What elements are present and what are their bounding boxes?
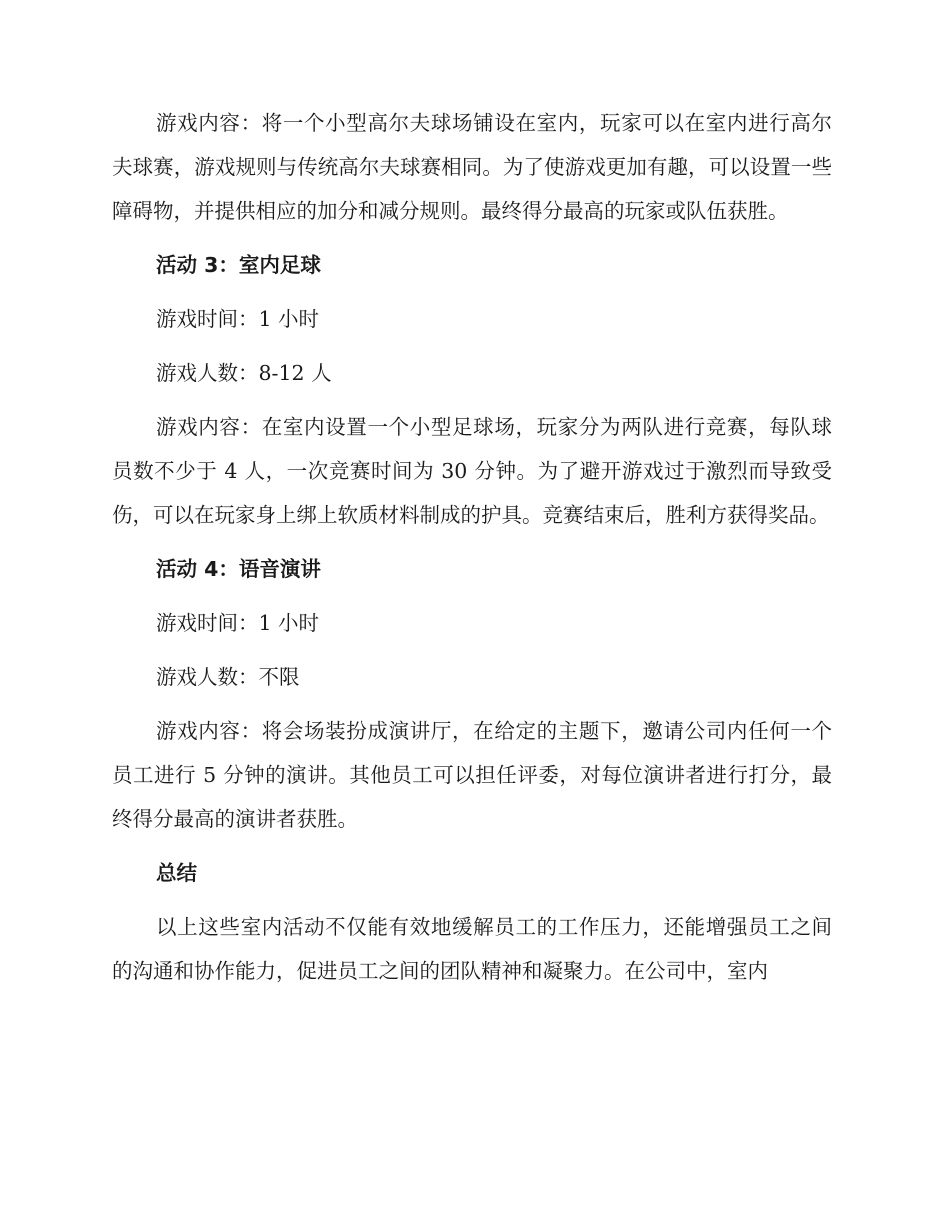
paragraph-golf-content: 游戏内容：将一个小型高尔夫球场铺设在室内，玩家可以在室内进行高尔夫球赛，游戏规则与传统高尔夫球赛相同。为了使游戏更加有趣，可以设置一些障碍物，并提供相应的加分和减分规则。最终得分最高的玩家或队伍获胜。 — [112, 111, 832, 223]
document-page — [112, 101, 832, 993]
heading-summary: 总结 — [156, 861, 197, 885]
paragraph-speech-content: 游戏内容：将会场装扮成演讲厅，在给定的主题下，邀请公司内任何一个员工进行 5 分钟的演讲。其他员工可以担任评委，对每位演讲者进行打分，最终得分最高的演讲者获胜。 — [112, 719, 832, 831]
activity-4-time: 游戏时间：1 小时 — [156, 611, 320, 635]
paragraph-football-content: 游戏内容：在室内设置一个小型足球场，玩家分为两队进行竞赛，每队球员数不少于 4 人，一次竞赛时间为 30 分钟。为了避开游戏过于激烈而导致受伤，可以在玩家身上绑上软质材料制成的护具。竞赛结束后，胜利方获得奖品。 — [112, 415, 832, 527]
activity-3-time: 游戏时间：1 小时 — [156, 307, 320, 331]
activity-4-players: 游戏人数：不限 — [156, 665, 300, 689]
heading-activity-4: 活动 4：语音演讲 — [156, 557, 321, 581]
activity-3-players: 游戏人数：8-12 人 — [156, 361, 332, 385]
paragraph-summary: 以上这些室内活动不仅能有效地缓解员工的工作压力，还能增强员工之间的沟通和协作能力，促进员工之间的团队精神和凝聚力。在公司中，室内 — [112, 915, 832, 983]
heading-activity-3: 活动 3：室内足球 — [156, 253, 321, 277]
